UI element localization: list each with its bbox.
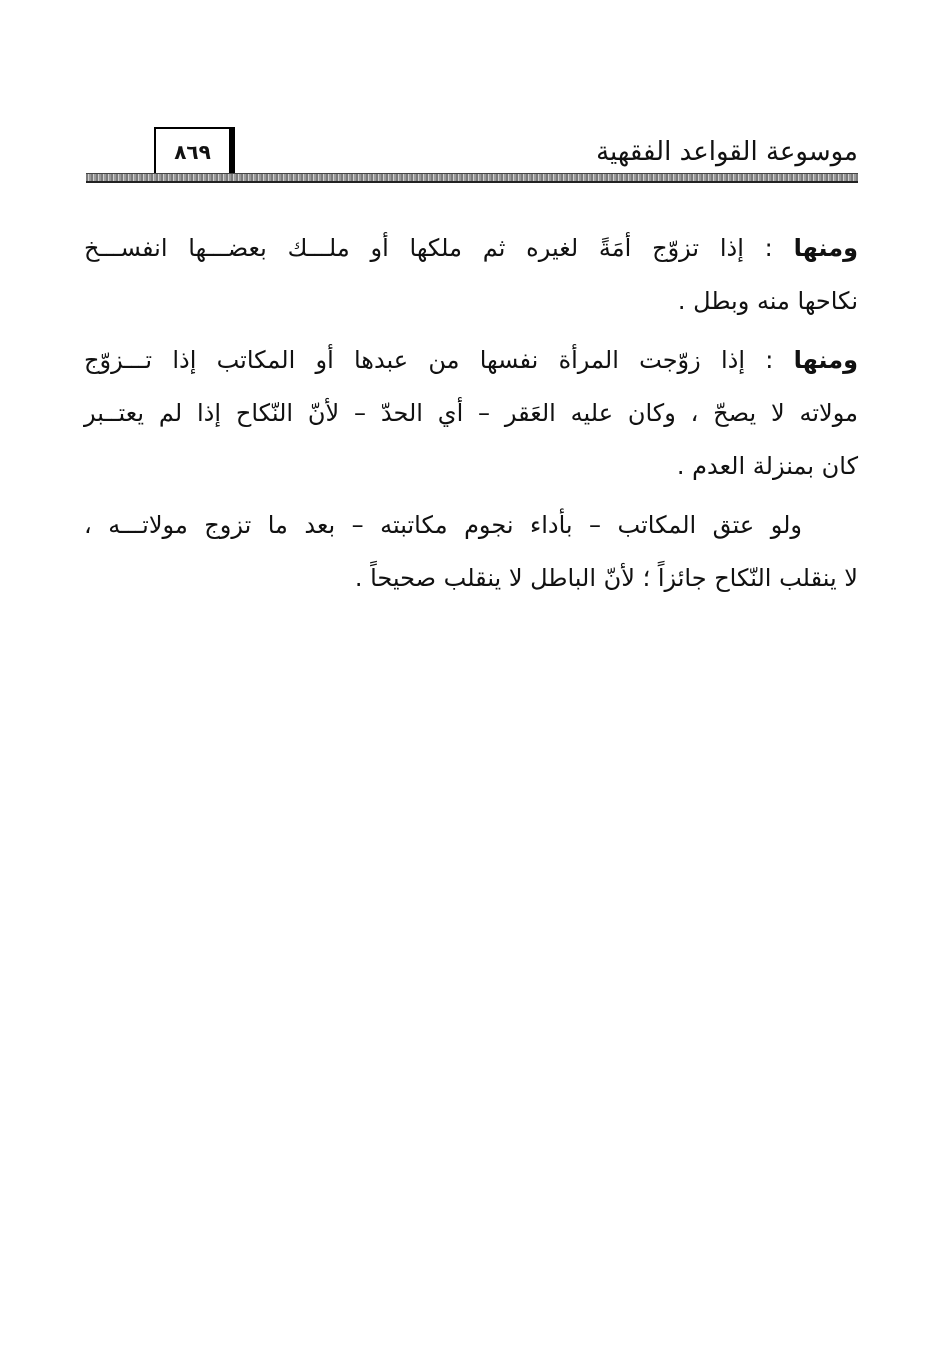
page-number-box: [154, 127, 235, 174]
paragraph-line: [84, 334, 858, 387]
paragraph-3: [84, 499, 858, 605]
paragraph-line: نكاحها منه وبطل .: [677, 287, 858, 315]
page-body: [84, 222, 858, 611]
paragraph-line: كان بمنزلة العدم .: [676, 452, 858, 480]
book-title: موسوعة القواعد الفقهية: [596, 137, 858, 167]
page-header: [86, 122, 858, 186]
paragraph-lead: ومنها: [793, 346, 858, 374]
paragraph-2: [84, 334, 858, 493]
line-text: : إذا زوّجت المرأة نفسها من عبدها أو المكاتب إذا تـــزوّج: [84, 346, 774, 374]
paragraph-line: مولاته لا يصحّ ، وكان عليه العَقر – أي الحدّ – لأنّ النّكاح إذا لم يعتــبر: [84, 399, 858, 427]
paragraph-line: [84, 222, 858, 275]
header-rule: [86, 173, 858, 183]
line-text: : إذا تزوّج أمَةً لغيره ثم ملكها أو ملـــك بعضـــها انفســـخ: [84, 234, 773, 262]
paragraph-line: لا ينقلب النّكاح جائزاً ؛ لأنّ الباطل لا ينقلب صحيحاً .: [354, 564, 858, 592]
paragraph-lead: ومنها: [793, 234, 858, 262]
page-number: ٨٦٩: [174, 139, 211, 164]
paragraph-line: ولو عتق المكاتب – بأداء نجوم مكاتبته – بعد ما تزوج مولاتـــه ،: [84, 511, 802, 539]
paragraph-1: [84, 222, 858, 328]
